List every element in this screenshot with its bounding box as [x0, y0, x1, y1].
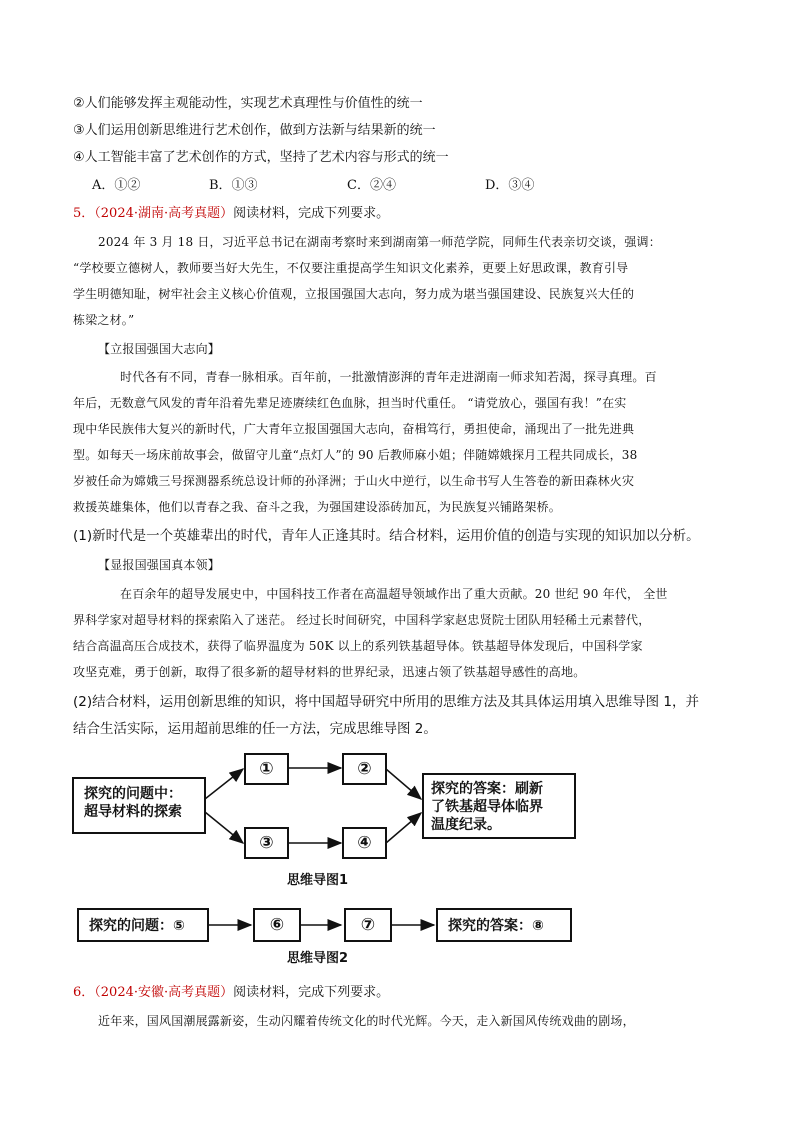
map1-node-2: ② — [342, 753, 387, 785]
q5-para1-line: 2024 年 3 月 18 日，习近平总书记在湖南考察时来到湖南第一师范学院，同师生代表亲切交谈，强调： — [98, 235, 661, 249]
choice-c: C．②④ — [347, 178, 396, 193]
map1-problem-line: 探究的问题中： — [84, 786, 182, 802]
q5-para3-line: 攻坚克难，勇于创新，取得了很多新的超导材料的世界纪录，迅速占领了铁基超导感性的高地。 — [73, 665, 586, 679]
section-heading-ambition: 【立报国强国大志向】 — [98, 342, 221, 356]
map1-node-3: ③ — [244, 827, 289, 859]
question-number: 6． — [73, 985, 95, 1000]
section-heading-skill: 【显报国强国真本领】 — [98, 558, 221, 572]
q5-para2-line: 型。如每天一场床前故事会，做留守儿童“点灯人”的 90 后教师麻小姐；伴随嫦娥探月工程共同成长，38 — [73, 448, 638, 462]
q5-para2-line: 年后，无数意气风发的青年沿着先辈足迹赓续红色血脉，担当时代重任。 “请党放心，强国有我！”在实 — [73, 396, 627, 410]
q5-para1-line: “学校要立德树人，教师要当好大先生，不仅要注重提高学生知识文化素养，更要上好思政课，教育引导 — [73, 261, 629, 275]
map1-problem-box — [72, 777, 206, 834]
map1-answer-line: 探究的答案：刷新 — [431, 781, 543, 797]
map1-answer-line: 了铁基超导体临界 — [431, 799, 543, 815]
question-prompt: 阅读材料，完成下列要求。 — [233, 985, 390, 1000]
sub-question-2-line: (2)结合材料，运用创新思维的知识，将中国超导研究中所用的思维方法及其具体运用填入思维导图 1，并 — [73, 694, 700, 710]
choice-b: B．①③ — [209, 178, 258, 193]
map1-node-4: ④ — [342, 827, 387, 859]
map2-answer-box: 探究的答案：⑧ — [436, 908, 572, 942]
sub-question-1: (1)新时代是一个英雄辈出的时代，青年人正逢其时。结合材料，运用价值的创造与实现的知识加以分析。 — [73, 528, 700, 544]
q5-para1-line: 学生明德知耻，树牢社会主义核心价值观，立报国强国大志向，努力成为堪当强国建设、民族复兴大任的 — [73, 287, 635, 301]
map2-node-7: ⑦ — [344, 908, 392, 942]
q5-para3-line: 界科学家对超导材料的探索陷入了迷茫。 经过长时间研究，中国科学家赵忠贤院士团队用轻稀土元素替代， — [73, 613, 651, 627]
q5-para3-line: 在百余年的超导发展史中，中国科技工作者在高温超导领域作出了重大贡献。20 世纪 90 年代， 全世 — [120, 587, 668, 601]
arrow-left-to-node1 — [205, 769, 243, 799]
map1-node-1: ① — [244, 753, 289, 785]
q5-para1-line: 栋梁之材。” — [73, 313, 135, 327]
option-item-2: ②人们能够发挥主观能动性，实现艺术真理性与价值性的统一 — [73, 96, 423, 111]
q5-para2-line: 救援英雄集体，他们以青春之我、奋斗之我，为强国建设添砖加瓦，为民族复兴铺路架桥。 — [73, 500, 562, 514]
choice-a: A．①② — [92, 178, 141, 193]
option-item-3: ③人们运用创新思维进行艺术创作，做到方法新与结果新的统一 — [73, 123, 436, 138]
question-6-header — [73, 984, 389, 1002]
q5-para2-line: 岁被任命为嫦娥三号探测器系统总设计师的孙泽洲；于山火中逆行，以生命书写人生答卷的新田森林火灾 — [73, 474, 635, 488]
q5-para3-line: 结合高温高压合成技术，获得了临界温度为 50K 以上的系列铁基超导体。铁基超导体发现后，中国科学家 — [73, 639, 643, 653]
q6-para1-line: 近年来，国风国潮展露新姿，生动闪耀着传统文化的时代光辉。今天，走入新国风传统戏曲的剧场， — [98, 1014, 635, 1028]
arrow-node4-to-answer — [386, 813, 421, 843]
map1-problem-line: 超导材料的探索 — [84, 804, 182, 820]
map2-node-6: ⑥ — [253, 908, 301, 942]
q5-para2-line: 现中华民族伟大复兴的新时代，广大青年立报国强国大志向，奋楫笃行，勇担使命，涌现出了一批先进典 — [73, 422, 635, 436]
question-source: （2024·湖南·高考真题） — [94, 206, 234, 221]
map2-problem-box: 探究的问题：⑤ — [77, 908, 209, 942]
map1-caption: 思维导图1 — [287, 873, 349, 888]
arrow-left-to-node3 — [205, 812, 243, 843]
map2-caption: 思维导图2 — [287, 951, 349, 966]
question-number: 5． — [73, 206, 95, 221]
sub-question-2-line: 结合生活实际，运用超前思维的任一方法，完成思维导图 2。 — [73, 721, 437, 737]
question-prompt: 阅读材料，完成下列要求。 — [233, 206, 390, 221]
arrow-node2-to-answer — [386, 769, 421, 799]
choice-d: D．③④ — [485, 178, 535, 193]
option-item-4: ④人工智能丰富了艺术创作的方式，坚持了艺术内容与形式的统一 — [73, 150, 449, 165]
question-source: （2024·安徽·高考真题） — [94, 985, 234, 1000]
map1-answer-box — [422, 773, 576, 839]
q5-para2-line: 时代各有不同，青春一脉相承。百年前，一批激情澎湃的青年走进湖南一师求知若渴，探寻真理。百 — [120, 370, 657, 384]
map1-answer-line: 温度纪录。 — [431, 817, 501, 833]
